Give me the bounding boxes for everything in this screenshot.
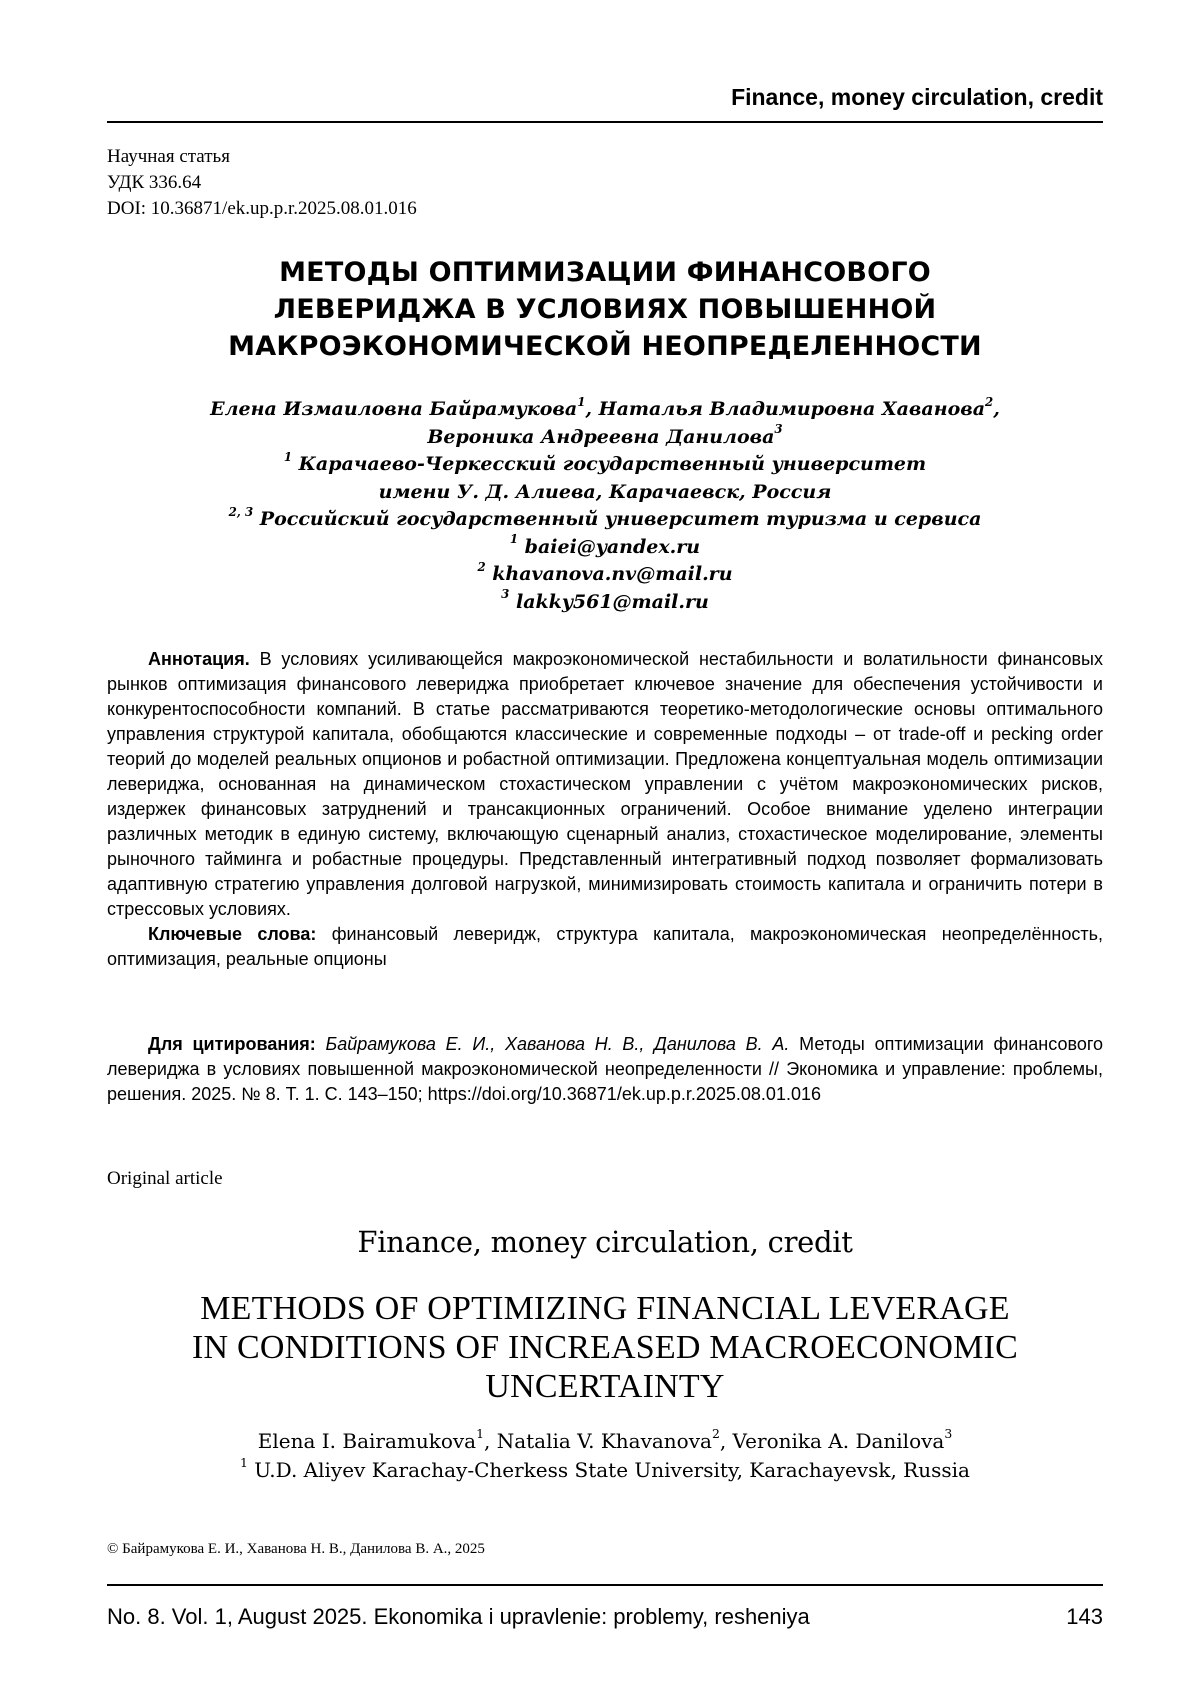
article-meta — [107, 144, 417, 222]
citation-text: Методы оптимизации финансового левериджа в условиях повышенной макроэкономической неопределенности // Экономика и управление: проблемы, решения. 2025. № 8. Т. 1. С. 143–150; https://doi.org/10.36871/ek.up.p.r.2025.08.01.016 — [107, 1034, 1104, 1104]
english-title — [107, 1289, 1103, 1406]
header-rule — [107, 121, 1103, 123]
author-name: Елена Измаиловна Байрамукова — [210, 398, 578, 420]
email-link[interactable]: lakky561@mail.ru — [509, 590, 709, 613]
author-line-1 — [107, 396, 1103, 424]
email-link[interactable]: khavanova.nv@mail.ru — [485, 563, 733, 585]
affiliation-mark: 1 — [283, 449, 293, 464]
doi: DOI: 10.36871/ek.up.p.r.2025.08.01.016 — [107, 198, 417, 219]
russian-author-block — [107, 396, 1103, 616]
affiliation-mark: 1 — [240, 1455, 248, 1471]
affiliation-mark: 3 — [944, 1426, 953, 1442]
footer-rule — [107, 1584, 1103, 1586]
english-title-line: METHODS OF OPTIMIZING FINANCIAL LEVERAGE — [200, 1290, 1010, 1327]
email-link[interactable]: baiei@yandex.ru — [518, 535, 701, 558]
russian-title — [107, 254, 1103, 365]
affiliation-2 — [107, 506, 1103, 534]
affiliation-mark: 2 — [985, 394, 994, 409]
english-rubric: Finance, money circulation, credit — [357, 1225, 853, 1259]
affiliation-text: U.D. Aliyev Karachay-Cherkess State University, Karachayevsk, Russia — [247, 1458, 970, 1482]
affiliation-text: Российский государственный университет туризма и сервиса — [253, 508, 982, 530]
citation — [107, 1032, 1103, 1107]
russian-title-line: МЕТОДЫ ОПТИМИЗАЦИИ ФИНАНСОВОГО — [279, 257, 931, 288]
english-affiliation — [107, 1456, 1103, 1485]
separator: , — [993, 398, 1000, 420]
author-name: , Veronika A. Danilova — [719, 1429, 945, 1453]
email-1 — [107, 534, 1103, 562]
keywords-label: Ключевые слова: — [148, 924, 317, 944]
english-author-block — [107, 1427, 1103, 1485]
article-type: Научная статья — [107, 146, 230, 167]
affiliation-mark: 2 — [477, 559, 486, 574]
author-name: Вероника Андреевна Данилова — [427, 425, 775, 448]
page-number: 143 — [1066, 1604, 1103, 1629]
affiliation-mark: 1 — [577, 394, 586, 409]
english-title-line: IN CONDITIONS OF INCREASED MACROECONOMIC — [192, 1329, 1018, 1366]
affiliation-mark: 2, 3 — [228, 504, 254, 519]
citation-label: Для цитирования: — [148, 1034, 316, 1054]
abstract-text: В условиях усиливающейся макроэкономической нестабильности и волатильности финансовых рынков оптимизация финансового левериджа приобретает ключевое значение для обеспечения устойчивости и конкурентоспособности компаний. В статье рассматриваются теоретико-методологические основы оптимального управления структурой капитала, обобщаются классические и современные подходы – от trade-off и pecking order теорий до моделей реальных опционов и робастной оптимизации. Предложена концептуальная модель оптимизации левериджа, основанная на динамическом стохастическом управлении с учётом макроэкономических рисков, издержек финансовых затруднений и трансакционных ограничений. Особое внимание уделено интеграции различных методик в единую систему, включающую сценарный анализ, стохастическое моделирование, элементы рыночного тайминга и робастные процедуры. Представленный интегративный подход позволяет формализовать адаптивную стратегию управления долговой нагрузкой, минимизировать стоимость капитала и ограничить потери в стрессовых условиях. — [107, 649, 1103, 919]
citation-authors: Байрамукова Е. И., Хаванова Н. В., Данилова В. А. — [315, 1034, 790, 1054]
abstract-label: Аннотация. — [148, 649, 250, 669]
author-name: Наталья Владимировна Хаванова — [598, 398, 986, 420]
english-title-line: UNCERTAINTY — [485, 1368, 725, 1405]
citation-block — [107, 1032, 1103, 1107]
affiliation-mark: 3 — [501, 587, 510, 602]
email-3 — [107, 589, 1103, 617]
email-2 — [107, 561, 1103, 589]
keywords-text: финансовый леверидж, структура капитала, макроэкономическая неопределённость, оптимизация, реальные опционы — [107, 924, 1103, 969]
author-name: Elena I. Bairamukova — [257, 1429, 477, 1453]
affiliation-1-cont: имени У. Д. Алиева, Карачаевск, Россия — [378, 480, 832, 503]
affiliation-1 — [107, 451, 1103, 479]
separator: , — [585, 398, 599, 420]
affiliation-mark: 1 — [509, 532, 519, 547]
footer-journal: No. 8. Vol. 1, August 2025. Ekonomika i upravlenie: problemy, resheniya — [107, 1604, 810, 1629]
affiliation-mark: 3 — [774, 422, 783, 437]
keywords — [107, 922, 1103, 972]
affiliation-text: Карачаево-Черкесский государственный университет — [292, 453, 927, 475]
affiliation-mark: 2 — [711, 1426, 720, 1442]
author-name: , Natalia V. Khavanova — [484, 1429, 712, 1453]
copyright-notice: © Байрамукова Е. И., Хаванова Н. В., Данилова В. А., 2025 — [107, 1541, 485, 1557]
abstract-block — [107, 647, 1103, 972]
russian-title-line: ЛЕВЕРИДЖА В УСЛОВИЯХ ПОВЫШЕННОЙ — [273, 294, 937, 325]
running-head: Finance, money circulation, credit — [731, 84, 1103, 110]
abstract — [107, 647, 1103, 922]
english-authors — [107, 1427, 1103, 1456]
udc-code: УДК 336.64 — [107, 172, 202, 193]
english-article-type: Original article — [107, 1168, 223, 1189]
affiliation-mark: 1 — [476, 1426, 484, 1442]
author-line-2 — [107, 424, 1103, 452]
russian-title-line: МАКРОЭКОНОМИЧЕСКОЙ НЕОПРЕДЕЛЕННОСТИ — [228, 331, 982, 362]
